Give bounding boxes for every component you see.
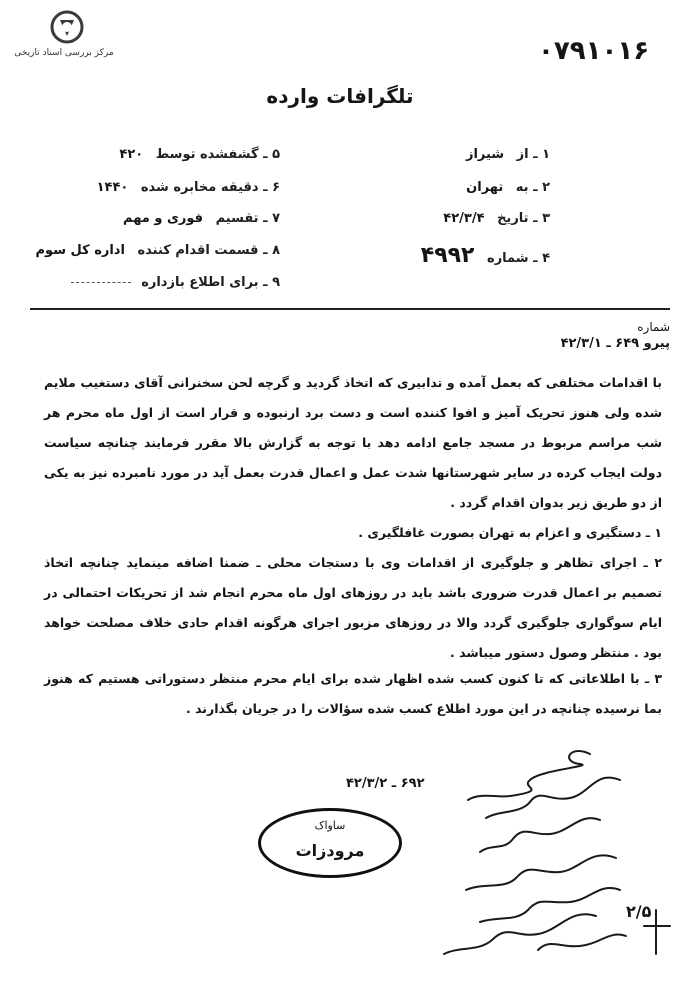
reference-label: شماره	[637, 320, 670, 334]
document-title: تلگرافات وارده	[266, 84, 414, 108]
header-decoded-by-value: ۴۲۰	[119, 147, 144, 162]
header-action-section-label: ۸ ـ قسمت اقدام کننده	[137, 243, 280, 258]
header-number	[421, 243, 550, 268]
header-for-info	[71, 275, 280, 290]
body-paragraph-2: ۱ ـ دستگیری و اعزام به تهران بصورت غافلگیری .	[358, 525, 662, 540]
handwritten-annotation	[420, 740, 690, 970]
header-transmit-minute	[97, 180, 280, 195]
header-for-info-blank	[71, 282, 131, 283]
header-for-info-label: ۹ ـ برای اطلاع بازداره	[141, 275, 280, 290]
header-date	[443, 211, 550, 226]
header-number-label: ۴ ـ شماره	[487, 251, 550, 266]
document-number: ۰۷۹۱۰۱۶	[538, 36, 650, 66]
header-action-section	[36, 243, 280, 258]
header-number-value: ۴۹۹۲	[420, 243, 475, 268]
header-from-label: ۱ ـ از	[516, 147, 550, 162]
header-date-label: ۳ ـ تاریخ	[497, 211, 550, 226]
header-decoded-by	[119, 147, 280, 162]
header-divider	[30, 308, 670, 310]
header-date-value: ۴۲/۳/۴	[443, 211, 485, 226]
header-transmit-minute-value: ۱۴۴۰	[96, 180, 129, 195]
archive-logo	[14, 10, 114, 60]
body-paragraph-1: با اقدامات مختلفی که بعمل آمده و تدابیری که اتخاذ گردید و گرچه لحن سخنرانی آقای دستغیب ملایم شده ولی هنوز تحریک آمیز و افوا کننده است و دست برد ارنبوده و قرار است از اول ماه محرم هر شب مراسم مربوط در مسجد جامع ادامه دهد با توجه به گزارش بالا مقرر فرمایند چنانچه سیاست دولت ایجاب کرده در سایر شهرستانها شدت عمل و اعمال قدرت بعمل آید در مورد نامبرده نیز به یکی از دو طریق زیر بدوان اقدام گردد .	[44, 375, 662, 510]
body-paragraph-4: ۳ ـ با اطلاعاتی که تا کنون کسب شده اظهار شده برای ایام محرم منتظر دستوراتی هستیم که هنوز بما نرسیده چنانچه در این مورد اطلاع کسب شده سؤالات را در جریان بگذارند .	[44, 671, 662, 716]
body-paragraph-3: ۲ ـ اجرای تظاهر و جلوگیری از اقدامات وی با دستجات محلی ـ ضمنا اضافه مینماید چنانچه اتخاذ تصمیم بر اعمال قدرت ضروری باشد باید در روزهای اول ماه محرم انجام شد از تحریکات احتمالی در ایام سوگواری جلوگیری گردد والا در روزهای مزبور اجرای هرگونه اقدام حادی خلاف مصلحت خواهد بود . منتظر وصول دستور میباشد .	[44, 555, 662, 660]
reference-line: پیرو ۶۴۹ ـ ۴۲/۳/۱	[560, 336, 670, 351]
header-to-label: ۲ ـ به	[515, 180, 550, 195]
header-transmit-minute-label: ۶ ـ دقیقه مخابره شده	[140, 180, 280, 195]
header-classification-value: فوری و مهم	[123, 211, 204, 226]
office-stamp	[258, 808, 402, 878]
footer-reference: ۶۹۲ ـ ۴۲/۳/۲	[346, 776, 425, 791]
header-to-value: تهران	[466, 180, 504, 195]
margin-note: ۲/۵	[626, 902, 652, 921]
header-classification-label: ۷ ـ تقسیم	[215, 211, 280, 226]
header-classification	[123, 211, 280, 226]
header-decoded-by-label: ۵ ـ گشفشده توسط	[155, 147, 280, 162]
stamp-line-2: مرودزات	[295, 841, 365, 860]
archive-logo-caption: مرکز بررسی اسناد تاریخی	[14, 48, 114, 58]
header-from-value: شیراز	[465, 147, 505, 162]
stamp-line-1: ساواک	[314, 819, 346, 832]
archive-logo-icon	[50, 10, 84, 44]
header-to	[466, 180, 550, 195]
header-from	[466, 147, 550, 162]
header-action-section-value: اداره کل سوم	[35, 243, 125, 258]
